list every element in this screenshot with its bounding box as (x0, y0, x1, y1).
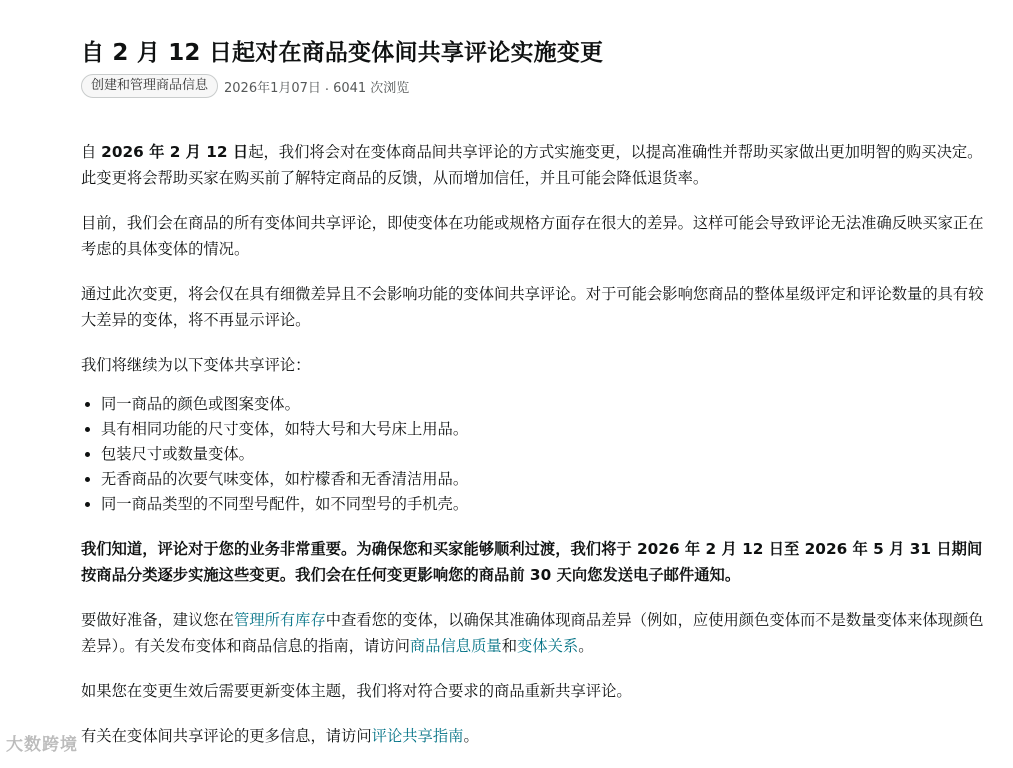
important-notice: 我们知道，评论对于您的业务非常重要。为确保您和买家能够顺利过渡，我们将于 2026 年 2 月 12 日至 2026 年 5 月 31 日期间按商品分类逐步实施这些变更。我们会在任何变更影响您的商品前 30 天向您发送电子邮件通知。 (81, 540, 983, 584)
intro-prefix: 自 (81, 143, 102, 161)
listing-quality-link[interactable]: 商品信息质量 (409, 637, 502, 655)
prepare-text-4: 。 (578, 637, 594, 655)
list-item: • 同一商品类型的不同型号配件，如不同型号的手机壳。 (101, 492, 996, 517)
intro-date: 2026 年 2 月 12 日 (101, 143, 249, 161)
article (81, 0, 996, 768)
review-sharing-guide-link[interactable]: 评论共享指南 (371, 727, 464, 745)
category-tag[interactable]: 创建和管理商品信息 (81, 74, 218, 98)
meta-separator: . (324, 78, 330, 94)
paragraph-important (81, 536, 996, 588)
prepare-text-1: 要做好准备，建议您在 (81, 611, 234, 629)
paragraph-list-intro: 我们将继续为以下变体共享评论： (81, 356, 311, 374)
paragraph-current: 目前，我们会在商品的所有变体间共享评论，即使变体在功能或规格方面存在很大的差异。这样可能会导致评论无法准确反映买家正在考虑的具体变体的情况。 (81, 214, 984, 258)
more-info-text: 有关在变体间共享评论的更多信息，请访问 (81, 727, 372, 745)
prepare-text-2: 中查看您的变体，以确保其准确体现商品差异（例如，应使用颜色变体而不是数量变体来体现颜色差异）。有关发布变体和商品信息的指南，请访问 (81, 611, 984, 655)
paragraph-more-info (81, 723, 996, 749)
article-meta (81, 73, 996, 99)
article-body (81, 139, 996, 749)
prepare-text-3: 和 (501, 637, 517, 655)
variant-list (81, 392, 996, 517)
list-item: • 包装尺寸或数量变体。 (101, 442, 996, 467)
page-title: 自 2 月 12 日起对在商品变体间共享评论实施变更 (81, 40, 604, 66)
more-info-end: 。 (463, 727, 479, 745)
watermark-text: 大数跨境 (6, 735, 78, 755)
view-count: 6041 次浏览 (333, 80, 410, 96)
paragraph-update: 如果您在变更生效后需要更新变体主题，我们将对符合要求的商品重新共享评论。 (81, 682, 632, 700)
publish-date: 2026年1月07日 (224, 80, 321, 96)
intro-text: 起，我们将会对在变体商品间共享评论的方式实施变更，以提高准确性并帮助买家做出更加明智的购买决定。此变更将会帮助买家在购买前了解特定商品的反馈，从而增加信任，并且可能会降低退货率。 (81, 143, 983, 187)
paragraph-prepare (81, 607, 996, 659)
paragraph-change: 通过此次变更，将会仅在具有细微差异且不会影响功能的变体间共享评论。对于可能会影响您商品的整体星级评定和评论数量的具有较大差异的变体，将不再显示评论。 (81, 285, 984, 329)
list-item: • 具有相同功能的尺寸变体，如特大号和大号床上用品。 (101, 417, 996, 442)
watermark-logo (6, 730, 78, 755)
variation-relationship-link[interactable]: 变体关系 (517, 637, 579, 655)
list-item: • 无香商品的次要气味变体，如柠檬香和无香清洁用品。 (101, 467, 996, 492)
list-item: • 同一商品的颜色或图案变体。 (101, 392, 996, 417)
manage-inventory-link[interactable]: 管理所有库存 (233, 611, 326, 629)
paragraph-intro (81, 139, 996, 191)
